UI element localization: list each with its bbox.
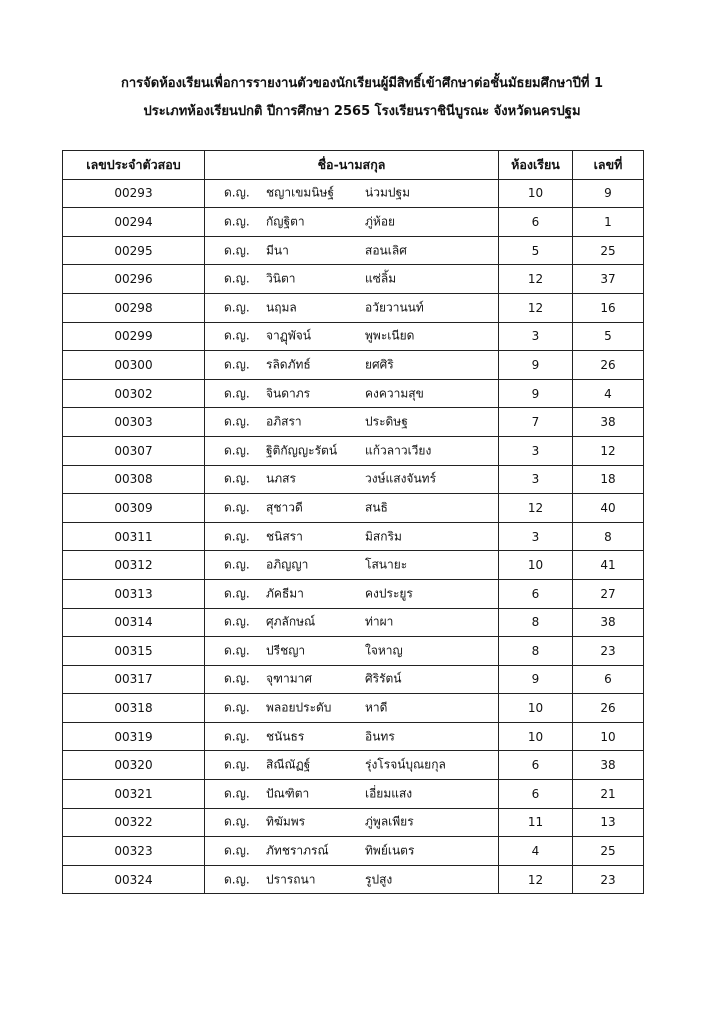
name-cell [205,351,499,380]
room-cell: 9 [499,665,573,694]
table-row [63,379,644,408]
name-prefix: ด.ญ. [224,300,250,315]
table-row [63,551,644,580]
exam-id-cell: 00308 [63,465,205,494]
exam-id-cell: 00311 [63,522,205,551]
name-cell [205,322,499,351]
last-name: มิสกริม [365,529,402,544]
room-cell: 3 [499,436,573,465]
last-name: รูปสูง [365,872,393,887]
name-prefix: ด.ญ. [224,757,250,772]
number-cell: 16 [573,293,644,322]
room-cell: 12 [499,293,573,322]
last-name: หาดี [365,700,388,715]
exam-id-cell: 00296 [63,265,205,294]
table-row [63,236,644,265]
room-cell: 11 [499,808,573,837]
exam-id-cell: 00293 [63,179,205,208]
first-name: สุชาวดี [266,500,303,515]
name-prefix: ด.ญ. [224,671,250,686]
name-prefix: ด.ญ. [224,643,250,658]
number-cell: 40 [573,494,644,523]
name-prefix: ด.ญ. [224,700,250,715]
room-cell: 10 [499,179,573,208]
first-name: ปัณฑิตา [266,786,310,801]
exam-id-cell: 00298 [63,293,205,322]
number-cell: 25 [573,236,644,265]
column-header-room: ห้องเรียน [499,151,573,180]
first-name: ชญาเขมนิษฐ์ [266,185,335,200]
last-name: อวัยวานนท์ [365,300,424,315]
name-cell [205,408,499,437]
table-row [63,694,644,723]
table-row [63,722,644,751]
first-name: ชนิสรา [266,529,303,544]
student-room-table [62,150,644,894]
name-prefix: ด.ญ. [224,786,250,801]
name-cell [205,665,499,694]
exam-id-cell: 00321 [63,780,205,809]
name-prefix: ด.ญ. [224,500,250,515]
table-row [63,522,644,551]
name-cell [205,179,499,208]
column-header-exam-id: เลขประจำตัวสอบ [63,151,205,180]
first-name: วินิตา [266,271,296,286]
name-cell [205,751,499,780]
name-prefix: ด.ญ. [224,586,250,601]
name-prefix: ด.ญ. [224,357,250,372]
document-subtitle: ประเภทห้องเรียนปกติ ปีการศึกษา 2565 โรงเรียนราชินีบูรณะ จังหวัดนครปฐม [143,104,581,119]
number-cell: 10 [573,722,644,751]
table-row [63,751,644,780]
first-name: มีนา [266,243,289,258]
document-title: การจัดห้องเรียนเพื่อการรายงานตัวของนักเรียนผู้มีสิทธิ์เข้าศึกษาต่อชั้นมัธยมศึกษาปีที่ 1 [120,76,604,91]
name-prefix: ด.ญ. [224,872,250,887]
first-name: ศุภลักษณ์ [266,614,316,629]
name-prefix: ด.ญ. [224,529,250,544]
first-name: จินดาภร [266,386,311,401]
number-cell: 18 [573,465,644,494]
table-row [63,808,644,837]
last-name: แก้วลาวเวียง [365,443,432,458]
name-prefix: ด.ญ. [224,243,250,258]
room-cell: 12 [499,865,573,894]
name-cell [205,780,499,809]
number-cell: 27 [573,579,644,608]
last-name: สอนเลิศ [365,243,407,258]
table-row [63,408,644,437]
name-cell [205,379,499,408]
number-cell: 9 [573,179,644,208]
name-cell [205,579,499,608]
exam-id-cell: 00299 [63,322,205,351]
first-name: ปรีชญา [266,643,306,658]
last-name: รุ่งโรจน์บุณยกุล [365,757,446,772]
column-header-name: ชื่อ-นามสกุล [205,151,499,180]
room-cell: 3 [499,522,573,551]
number-cell: 38 [573,751,644,780]
name-cell [205,265,499,294]
table-row [63,579,644,608]
number-cell: 5 [573,322,644,351]
table-header-row [63,151,644,180]
table-row [63,293,644,322]
last-name: คงความสุข [365,386,424,401]
exam-id-cell: 00309 [63,494,205,523]
room-cell: 9 [499,379,573,408]
room-cell: 10 [499,694,573,723]
table-row [63,179,644,208]
table-body [63,179,644,894]
first-name: ภัคธีมา [266,586,304,601]
number-cell: 38 [573,408,644,437]
table-row [63,465,644,494]
table-row [63,494,644,523]
table-row [63,665,644,694]
number-cell: 1 [573,208,644,237]
number-cell: 6 [573,665,644,694]
number-cell: 23 [573,637,644,666]
first-name: ทิฆัมพร [266,814,306,829]
room-cell: 10 [499,551,573,580]
name-cell [205,293,499,322]
first-name: ชนันธร [266,729,305,744]
room-cell: 6 [499,780,573,809]
room-cell: 4 [499,837,573,866]
number-cell: 37 [573,265,644,294]
number-cell: 26 [573,351,644,380]
table-row [63,265,644,294]
exam-id-cell: 00313 [63,579,205,608]
name-prefix: ด.ญ. [224,386,250,401]
table-row [63,208,644,237]
name-cell [205,236,499,265]
last-name: ทิพย์เนตร [365,843,415,858]
first-name: นภสร [266,471,296,486]
name-prefix: ด.ญ. [224,729,250,744]
name-prefix: ด.ญ. [224,214,250,229]
exam-id-cell: 00320 [63,751,205,780]
first-name: นฤมล [266,300,297,315]
name-cell [205,522,499,551]
number-cell: 26 [573,694,644,723]
number-cell: 12 [573,436,644,465]
last-name: โสนายะ [365,557,408,572]
name-prefix: ด.ญ. [224,843,250,858]
table-row [63,322,644,351]
room-cell: 12 [499,265,573,294]
last-name: อินทร [365,729,395,744]
last-name: ศิริรัตน์ [365,671,402,686]
last-name: คงประยูร [365,586,413,601]
name-cell [205,694,499,723]
exam-id-cell: 00312 [63,551,205,580]
room-cell: 8 [499,637,573,666]
first-name: กัญฐิตา [266,214,305,229]
room-cell: 9 [499,351,573,380]
number-cell: 25 [573,837,644,866]
room-cell: 3 [499,465,573,494]
table-row [63,837,644,866]
first-name: ฐิติกัญญะรัตน์ [266,443,338,458]
first-name: ปรารถนา [266,872,316,887]
last-name: ภู่พูลเพียร [365,814,414,829]
first-name: จาฏุพัจน์ [266,328,311,343]
name-prefix: ด.ญ. [224,443,250,458]
first-name: อภิสรา [266,414,302,429]
table-row [63,351,644,380]
name-prefix: ด.ญ. [224,414,250,429]
table-row [63,436,644,465]
name-cell [205,865,499,894]
table-row [63,637,644,666]
exam-id-cell: 00323 [63,837,205,866]
name-cell [205,551,499,580]
name-cell [205,637,499,666]
last-name: ใจหาญ [365,643,403,658]
room-cell: 10 [499,722,573,751]
name-prefix: ด.ญ. [224,185,250,200]
room-cell: 6 [499,579,573,608]
number-cell: 38 [573,608,644,637]
room-cell: 5 [499,236,573,265]
last-name: สนธิ [365,500,388,515]
exam-id-cell: 00324 [63,865,205,894]
room-cell: 7 [499,408,573,437]
name-prefix: ด.ญ. [224,614,250,629]
name-prefix: ด.ญ. [224,271,250,286]
table-row [63,865,644,894]
number-cell: 13 [573,808,644,837]
name-cell [205,436,499,465]
name-prefix: ด.ญ. [224,471,250,486]
name-cell [205,494,499,523]
exam-id-cell: 00302 [63,379,205,408]
number-cell: 4 [573,379,644,408]
name-prefix: ด.ญ. [224,814,250,829]
room-cell: 12 [499,494,573,523]
name-cell [205,837,499,866]
name-prefix: ด.ญ. [224,328,250,343]
last-name: น่วมปฐม [365,185,410,200]
name-cell [205,608,499,637]
last-name: ประดิษฐ [365,414,408,429]
last-name: ยศศิริ [365,357,394,372]
room-cell: 8 [499,608,573,637]
exam-id-cell: 00317 [63,665,205,694]
room-cell: 6 [499,751,573,780]
first-name: ภัทชราภรณ์ [266,843,329,858]
exam-id-cell: 00322 [63,808,205,837]
exam-id-cell: 00314 [63,608,205,637]
exam-id-cell: 00300 [63,351,205,380]
exam-id-cell: 00319 [63,722,205,751]
first-name: สิณีณัฏฐ์ [266,757,311,772]
first-name: อภิญญา [266,557,309,572]
name-cell [205,722,499,751]
number-cell: 8 [573,522,644,551]
exam-id-cell: 00303 [63,408,205,437]
exam-id-cell: 00295 [63,236,205,265]
exam-id-cell: 00307 [63,436,205,465]
number-cell: 23 [573,865,644,894]
column-header-number: เลขที่ [573,151,644,180]
table-row [63,608,644,637]
last-name: วงษ์แสงจันทร์ [365,471,437,486]
last-name: ภู่ห้อย [365,214,396,229]
room-cell: 6 [499,208,573,237]
number-cell: 21 [573,780,644,809]
last-name: เอี่ยมแสง [365,786,413,801]
first-name: จุฑามาศ [266,671,312,686]
name-cell [205,208,499,237]
last-name: ท่าผา [365,614,394,629]
exam-id-cell: 00315 [63,637,205,666]
last-name: แซ่ลิ้ม [365,271,397,286]
first-name: รลิดภัทธ์ [266,357,311,372]
room-cell: 3 [499,322,573,351]
first-name: พลอยประดับ [266,700,332,715]
name-cell [205,465,499,494]
number-cell: 41 [573,551,644,580]
name-prefix: ด.ญ. [224,557,250,572]
last-name: พูพะเนียด [365,328,415,343]
exam-id-cell: 00318 [63,694,205,723]
table-row [63,780,644,809]
exam-id-cell: 00294 [63,208,205,237]
name-cell [205,808,499,837]
